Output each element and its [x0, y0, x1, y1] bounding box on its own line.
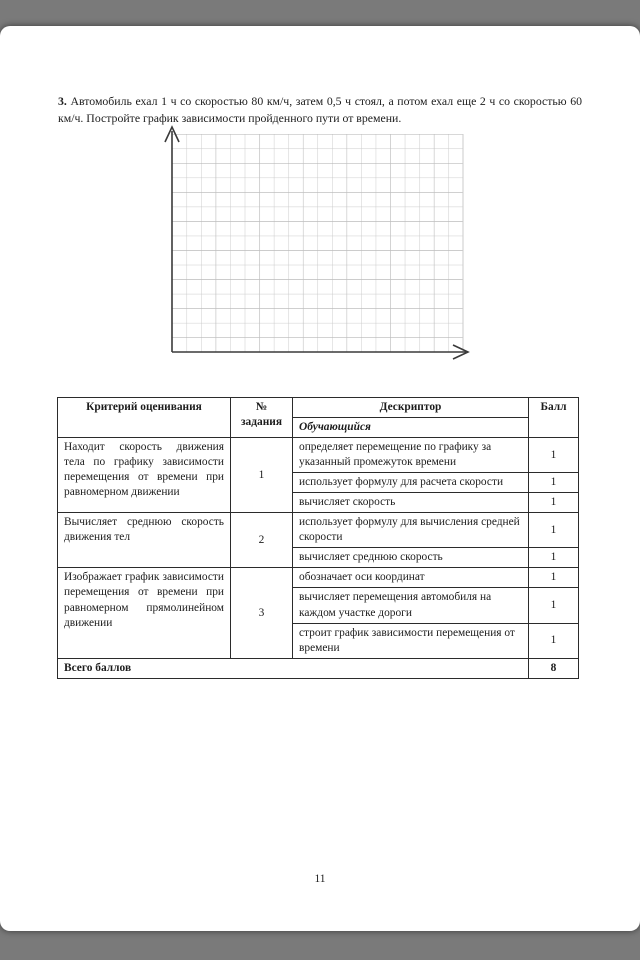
header-score: Балл: [529, 398, 579, 438]
header-descriptor: Дескриптор: [293, 398, 529, 418]
descriptor-cell: определяет перемещение по графику за указанный промежуток времени: [293, 438, 529, 473]
document-page: [0, 26, 640, 931]
header-task-number: № задания: [231, 398, 293, 438]
problem-text: Автомобиль ехал 1 ч со скоростью 80 км/ч, затем 0,5 ч стоял, а потом ехал еще 2 ч со скоростью 60 км/ч. Постройте график зависимости пройденного пути от времени.: [58, 93, 582, 125]
graph-grid: [160, 121, 485, 371]
score-cell: 1: [529, 473, 579, 493]
descriptor-cell: обозначает оси координат: [293, 568, 529, 588]
assessment-criteria-table: [57, 397, 579, 679]
task-number-cell: 1: [231, 438, 293, 513]
total-score-cell: 8: [529, 658, 579, 678]
task-number-cell: 2: [231, 513, 293, 568]
score-cell: 1: [529, 548, 579, 568]
graph-area: [160, 121, 485, 371]
header-criterion: Критерий оценивания: [58, 398, 231, 438]
header-descriptor-subject: Обучающийся: [293, 418, 529, 438]
score-cell: 1: [529, 438, 579, 473]
criterion-cell: Находит скорость движения тела по графику зависимости перемещения от времени при равномерном движении: [58, 438, 231, 513]
score-cell: 1: [529, 588, 579, 623]
page-number: 11: [314, 873, 326, 885]
descriptor-cell: строит график зависимости перемещения от времени: [293, 623, 529, 658]
table-header-row: [58, 398, 579, 418]
table-total-row: [58, 658, 579, 678]
table-row: [58, 568, 579, 588]
criterion-cell: Вычисляет среднюю скорость движения тел: [58, 513, 231, 568]
table-row: [58, 513, 579, 548]
descriptor-cell: использует формулу для расчета скорости: [293, 473, 529, 493]
criterion-cell: Изображает график зависимости перемещения от времени при равномерном прямолинейном движении: [58, 568, 231, 658]
problem-number: 3.: [58, 93, 67, 108]
descriptor-cell: вычисляет скорость: [293, 493, 529, 513]
table-row: [58, 438, 579, 473]
task-number-cell: 3: [231, 568, 293, 658]
descriptor-cell: вычисляет перемещения автомобиля на каждом участке дороги: [293, 588, 529, 623]
grid-major-vertical-lines: [172, 134, 463, 352]
score-cell: 1: [529, 513, 579, 548]
score-cell: 1: [529, 623, 579, 658]
descriptor-cell: вычисляет среднюю скорость: [293, 548, 529, 568]
score-cell: 1: [529, 493, 579, 513]
score-cell: 1: [529, 568, 579, 588]
total-label-cell: Всего баллов: [58, 658, 529, 678]
descriptor-cell: использует формулу для вычисления средней скорости: [293, 513, 529, 548]
